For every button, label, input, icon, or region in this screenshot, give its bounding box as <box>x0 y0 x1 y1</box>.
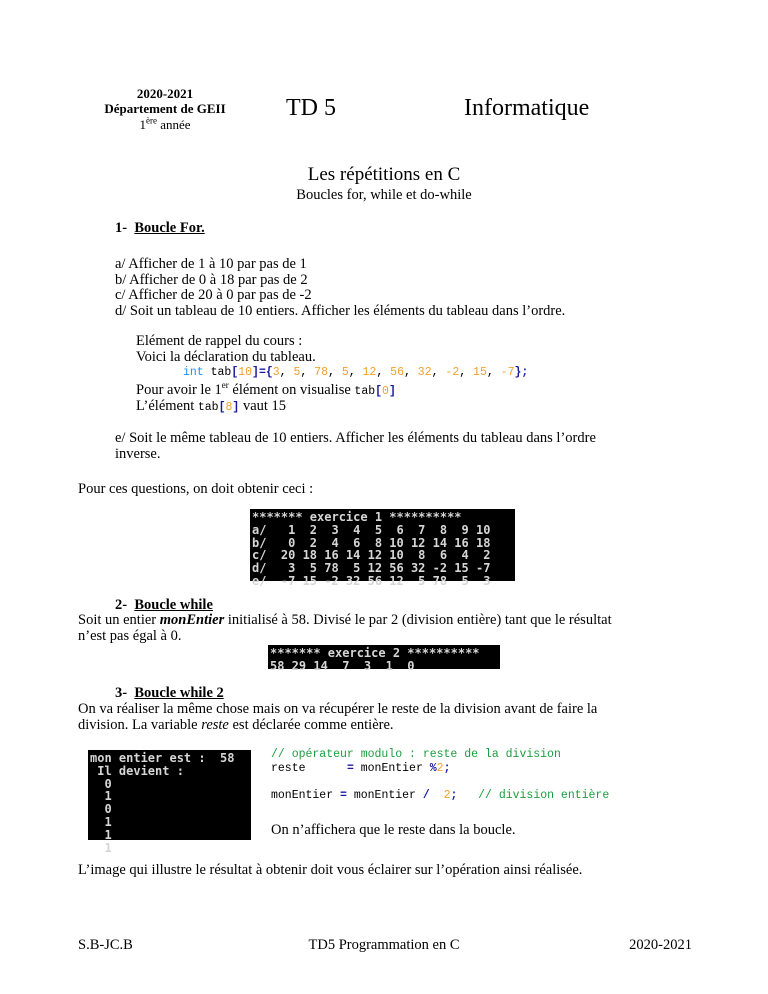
section2-text-line1: Soit un entier monEntier initialisé à 58. Divisé le par 2 (division entière) tant que le résultat <box>78 612 612 628</box>
reminder-element-8: L’élément tab[8] vaut 15 <box>136 398 287 414</box>
console-line: 1 <box>90 827 112 842</box>
expected-output-intro: Pour ces questions, on doit obtenir ceci : <box>78 481 314 497</box>
array-declaration-code: int tab[10]={3, 5, 78, 5, 12, 56, 32, -2, 15, -7}; <box>183 366 529 379</box>
header-level: 1ère année <box>139 115 191 132</box>
section1-item-c: c/ Afficher de 20 à 0 par pas de -2 <box>115 287 312 303</box>
page-subtitle: Boucles for, while et do-while <box>296 187 472 203</box>
console-line: Il devient : <box>90 763 184 778</box>
console-line: e/ -7 15 -2 32 56 12 5 78 5 3 <box>252 573 491 588</box>
division-assignment-code: monEntier = monEntier / 2; // division entière <box>271 789 610 802</box>
reste-assignment-code: reste = monEntier %2; <box>271 762 451 775</box>
section2-text-line2: n’est pas égal à 0. <box>78 628 182 644</box>
footer-course: TD5 Programmation en C <box>308 937 460 953</box>
header-subject: Informatique <box>464 95 590 121</box>
section3-heading: 3- Boucle while 2 <box>115 685 224 701</box>
section3-conclusion: L’image qui illustre le résultat à obtenir doit vous éclairer sur l’opération ainsi réalisée. <box>78 862 583 878</box>
console-line: 1 <box>90 840 112 855</box>
exercise2-console-output <box>268 645 500 673</box>
console-line: ******* exercice 2 ********** <box>270 646 480 660</box>
console-line: 0 <box>90 802 112 817</box>
header-department: Département de GEII <box>104 101 226 116</box>
page-title: Les répétitions en C <box>307 164 461 185</box>
console-line: 1 <box>90 814 112 829</box>
console-line: 58 29 14 7 3 1 0 <box>270 658 415 673</box>
console-line: b/ 0 2 4 6 8 10 12 14 16 18 <box>252 535 491 550</box>
section1-item-d: d/ Soit un tableau de 10 entiers. Afficher les éléments du tableau dans l’ordre. <box>115 303 566 319</box>
console-line: 1 <box>90 789 112 804</box>
console-line: 0 <box>90 776 112 791</box>
section2-heading: 2- Boucle while <box>115 597 213 613</box>
header-year: 2020-2021 <box>136 86 194 101</box>
console-line: a/ 1 2 3 4 5 6 7 8 9 10 <box>252 522 491 537</box>
console-line: ******* exercice 1 ********** <box>252 510 462 524</box>
console-line: c/ 20 18 16 14 12 10 8 6 4 2 <box>252 548 491 563</box>
section1-heading: 1- Boucle For. <box>115 220 205 236</box>
header-td: TD 5 <box>286 95 336 121</box>
section1-item-a: a/ Afficher de 1 à 10 par pas de 1 <box>115 256 307 272</box>
exercise3-console-output <box>88 750 251 855</box>
section1-item-b: b/ Afficher de 0 à 18 par pas de 2 <box>115 272 308 288</box>
footer-authors: S.B-JC.B <box>78 937 133 953</box>
console-line: mon entier est : 58 <box>90 751 235 765</box>
reminder-line-2: Voici la déclaration du tableau. <box>136 349 316 365</box>
console-line: d/ 3 5 78 5 12 56 32 -2 15 -7 <box>252 561 491 576</box>
reminder-first-element: Pour avoir le 1er élément on visualise tab[0] <box>136 380 396 398</box>
section1-item-e-line2: inverse. <box>115 446 161 462</box>
section1-item-e-line1: e/ Soit le même tableau de 10 entiers. Afficher les éléments du tableau dans l’ordre <box>115 430 596 446</box>
section3-text-line2: division. La variable reste est déclarée comme entière. <box>78 717 394 733</box>
modulo-comment-code: // opérateur modulo : reste de la division <box>271 748 561 761</box>
footer-year: 2020-2021 <box>629 937 692 953</box>
exercise1-console-output <box>250 509 515 588</box>
section3-note: On n’affichera que le reste dans la boucle. <box>271 822 516 838</box>
section3-text-line1: On va réaliser la même chose mais on va récupérer le reste de la division avant de faire la <box>78 701 598 717</box>
reminder-line-1: Elément de rappel du cours : <box>136 333 303 349</box>
